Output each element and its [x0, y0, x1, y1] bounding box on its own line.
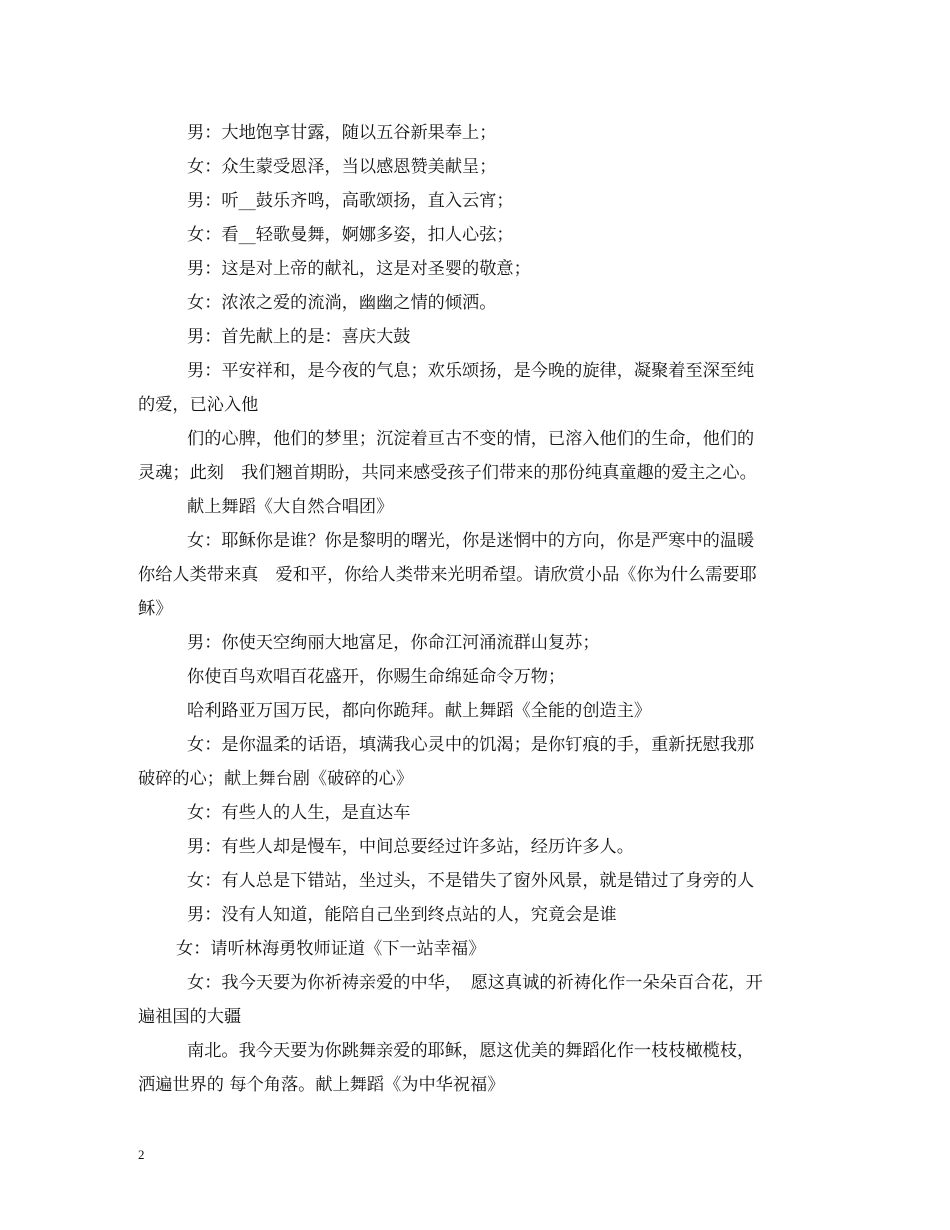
text-line: 你使百鸟欢唱百花盛开，你赐生命绵延命令万物；	[187, 667, 566, 687]
text-line: 洒遍世界的 每个角落。献上舞蹈《为中华祝福》	[138, 1075, 505, 1095]
text-line: 女：是你温柔的话语，填满我心灵中的饥渴；是你钉痕的手，重新抚慰我那	[187, 735, 755, 755]
text-line: 你给人类带来真 爱和平，你给人类带来光明希望。请欣赏小品《你为什么需要耶	[138, 565, 757, 585]
text-line: 遍祖国的大疆	[138, 1007, 242, 1027]
text-line: 男：首先献上的是：喜庆大鼓	[187, 327, 411, 347]
text-line: 男：有些人却是慢车，中间总要经过许多站，经历许多人。	[187, 837, 634, 857]
text-line: 男：你使天空绚丽大地富足，你命江河涌流群山复苏；	[187, 633, 600, 653]
text-line: 南北。我今天要为你跳舞亲爱的耶稣，愿这优美的舞蹈化作一枝枝橄榄枝，	[187, 1041, 755, 1061]
page-number: 2	[138, 1147, 145, 1162]
text-line: 男：大地饱享甘露，随以五谷新果奉上；	[187, 123, 497, 143]
text-line: 女：有人总是下错站，坐过头，不是错失了窗外风景，就是错过了身旁的人	[187, 871, 755, 891]
text-line: 稣》	[138, 599, 173, 619]
text-line: 女：我今天要为你祈祷亲爱的中华， 愿这真诚的祈祷化作一朵朵百合花，开	[187, 973, 763, 993]
text-line: 男：没有人知道，能陪自己坐到终点站的人，究竟会是谁	[187, 905, 617, 925]
text-line: 破碎的心；献上舞台剧《破碎的心》	[138, 769, 414, 789]
text-line: 男：听__鼓乐齐鸣，高歌颂扬，直入云宵；	[187, 191, 514, 211]
text-line: 哈利路亚万国万民，都向你跪拜。献上舞蹈《全能的创造主》	[187, 701, 652, 721]
text-line: 灵魂；此刻 我们翘首期盼，共同来感受孩子们带来的那份纯真童趣的爱主之心。	[138, 463, 757, 483]
text-line: 女：众生蒙受恩泽，当以感恩赞美献呈；	[187, 157, 497, 177]
text-line: 女：浓浓之爱的流淌，幽幽之情的倾洒。	[187, 293, 497, 313]
text-line: 男：平安祥和，是今夜的气息；欢乐颂扬，是今晚的旋律，凝聚着至深至纯	[187, 361, 755, 381]
text-line: 女：看__轻歌曼舞，婀娜多姿，扣人心弦；	[187, 225, 514, 245]
text-line: 们的心脾，他们的梦里；沉淀着亘古不变的情，已溶入他们的生命，他们的	[187, 429, 755, 449]
text-line: 男：这是对上帝的献礼，这是对圣婴的敬意；	[187, 259, 531, 279]
text-line: 女：请听林海勇牧师证道《下一站幸福》	[176, 939, 486, 959]
text-line: 女：耶稣你是谁？你是黎明的曙光，你是迷惘中的方向，你是严寒中的温暖	[187, 531, 755, 551]
text-line: 女：有些人的人生，是直达车	[187, 803, 411, 823]
text-line: 的爱，已沁入他	[138, 395, 259, 415]
text-line: 献上舞蹈《大自然合唱团》	[187, 497, 394, 517]
